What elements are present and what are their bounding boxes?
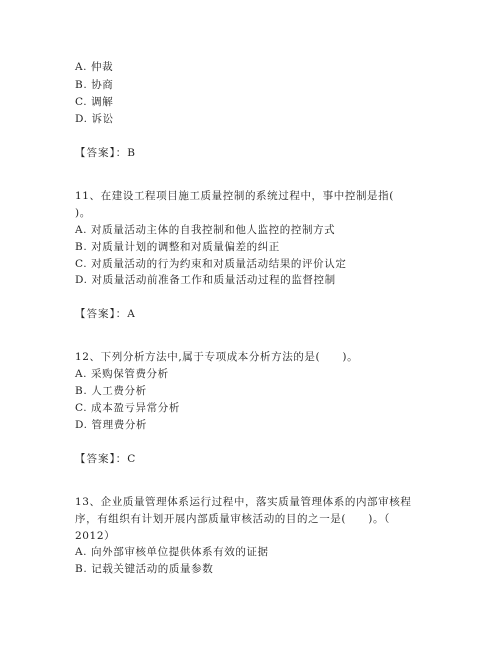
q13-option-a: A. 向外部审核单位提供体系有效的证据 (75, 546, 269, 558)
q10-answer: 【答案】：B (75, 147, 136, 159)
q11-answer: 【答案】：A (75, 308, 136, 320)
q12-option-d: D. 管理费分析 (75, 419, 148, 431)
q12-option-b: B. 人工费分析 (75, 385, 147, 397)
q12-stem: 12、下列分析方法中,属于专项成本分析方法的是( )。 (75, 351, 359, 363)
q11-option-d: D. 对质量活动前准备工作和质量活动过程的监督控制 (75, 274, 336, 286)
q11-option-b: B. 对质量计划的调整和对质量偏差的纠正 (75, 241, 280, 253)
q11-option-c: C. 对质量活动的行为约束和对质量活动结果的评价认定 (75, 258, 347, 270)
q10-option-a: A. 仲裁 (75, 61, 114, 73)
q10-option-c: C. 调解 (75, 96, 114, 108)
q12-option-c: C. 成本盈亏异常分析 (75, 402, 180, 414)
q12-option-a: A. 采购保管费分析 (75, 368, 169, 380)
q13-stem-line3: 2012） (75, 530, 116, 542)
q11-stem-line1: 11、在建设工程项目施工质量控制的系统过程中，事中控制是指( (75, 190, 394, 202)
q11-option-a: A. 对质量活动主体的自我控制和他人监控的控制方式 (75, 224, 336, 236)
q11-stem-line2: )。 (75, 207, 91, 219)
q10-option-b: B. 协商 (75, 79, 114, 91)
q13-stem-line2: 序，有组织有计划开展内部质量审核活动的目的之一是( )。（ (75, 513, 390, 525)
q12-answer: 【答案】：C (75, 453, 137, 465)
q13-option-b: B. 记载关键活动的质量参数 (75, 563, 214, 575)
q10-option-d: D. 诉讼 (75, 113, 114, 125)
q13-stem-line1: 13、企业质量管理体系运行过程中，落实质量管理体系的内部审核程 (75, 496, 412, 508)
